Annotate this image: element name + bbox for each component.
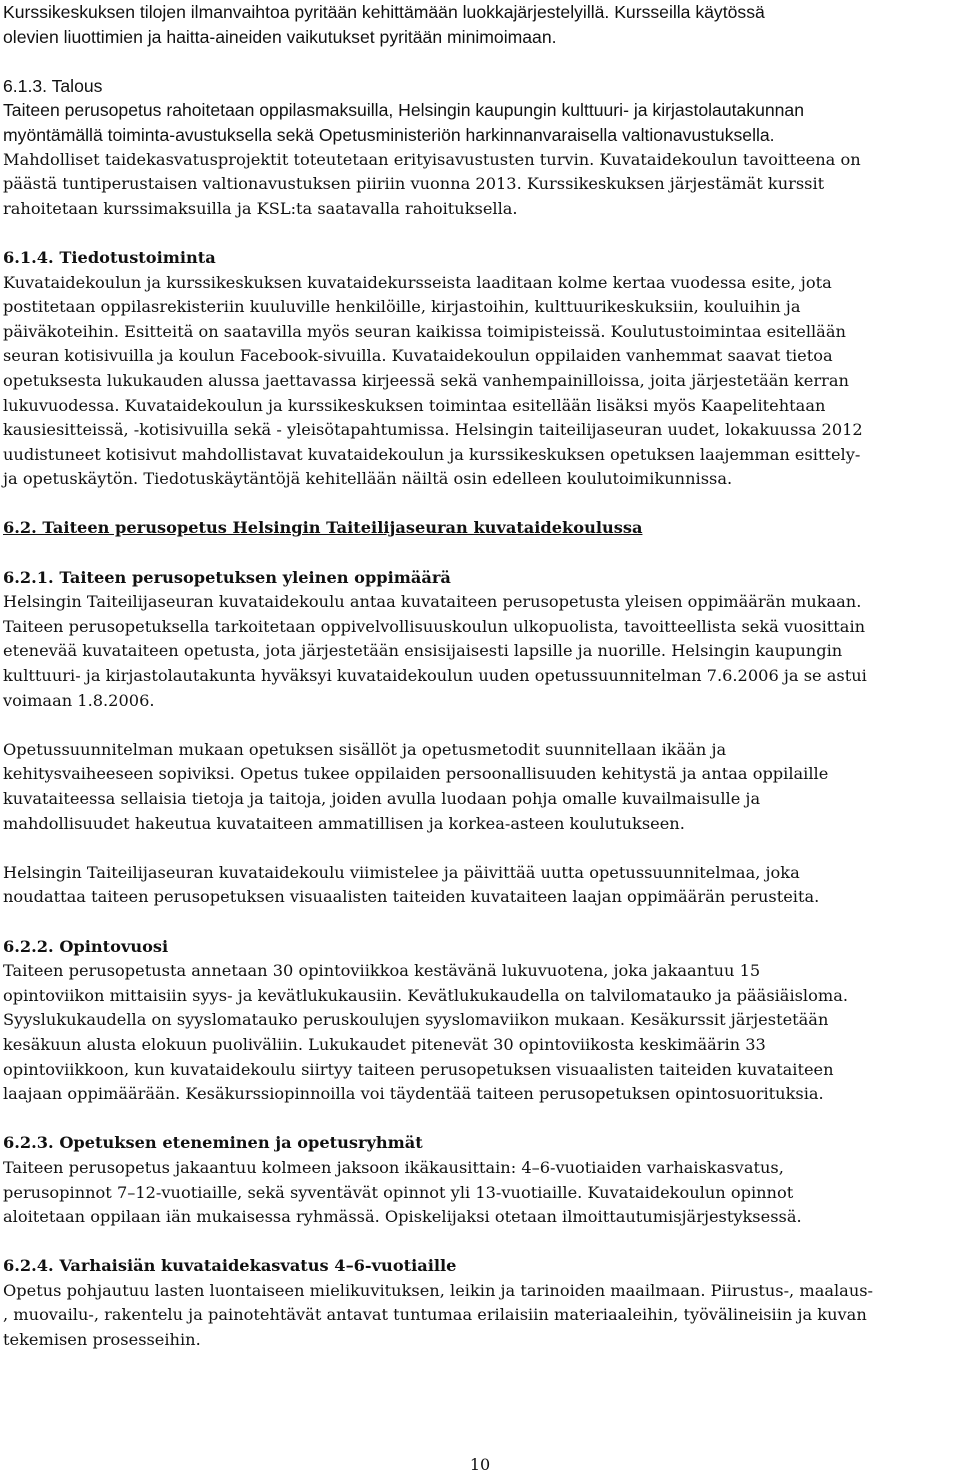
paragraph-gap	[3, 713, 957, 738]
text-line: voimaan 1.8.2006.	[3, 690, 155, 710]
paragraph-gap	[3, 1107, 957, 1132]
text-line: lukuvuodessa. Kuvataidekoulun ja kurssikeskuksen toimintaa esitellään lisäksi myös Kaapelitehtaan	[3, 395, 826, 415]
text-line: Taiteen perusopetuksella tarkoitetaan oppivelvollisuuskoulun ulkopuolista, tavoitteellista sekä vuosittain	[3, 616, 866, 636]
text-line: Mahdolliset taidekasvatusprojektit toteutetaan erityisavustusten turvin. Kuvataidekoulun tavoitteena on	[3, 149, 861, 169]
section-heading: 6.2.1. Taiteen perusopetuksen yleinen oppimäärä	[3, 567, 451, 587]
text-line: Kuvataidekoulun ja kurssikeskuksen kuvataidekursseista laaditaan kolme kertaa vuodessa esite, jota	[3, 272, 832, 292]
paragraph	[3, 516, 957, 541]
text-line: mahdollisuudet hakeutua kuvataiteen ammatillisen ja korkea-asteen koulutukseen.	[3, 813, 685, 833]
text-line: 6.1.3. Talous	[3, 75, 103, 96]
section-heading: 6.2. Taiteen perusopetus Helsingin Taiteilijaseuran kuvataidekoulussa	[3, 518, 643, 538]
text-line: kehitysvaiheeseen sopiviksi. Opetus tukee oppilaiden persoonallisuuden kehitystä ja antaa oppilaille	[3, 764, 829, 784]
text-line: kulttuuri- ja kirjastolautakunta hyväksyi kuvataidekoulun uuden opetussuunnitelman 7.6.2006 ja se astui	[3, 666, 867, 686]
text-line: opetuksesta lukukauden alussa jaettavassa kirjeessä sekä vanhempainilloissa, joita järjestetään kerran	[3, 370, 849, 390]
paragraph	[3, 74, 957, 222]
text-line: Taiteen perusopetus rahoitetaan oppilasmaksuilla, Helsingin kaupungin kulttuuri- ja kirjastolautakunnan	[3, 100, 805, 121]
text-line: päiväkoteihin. Esitteitä on saatavilla myös seuran kaikissa toimipisteissä. Koulutustoimintaa esitellään	[3, 321, 846, 341]
text-line: olevien liuottimien ja haitta-aineiden vaikutukset pyritään minimoimaan.	[3, 26, 557, 47]
paragraph-gap	[3, 49, 957, 74]
paragraph-gap	[3, 910, 957, 935]
paragraph	[3, 738, 957, 836]
text-line: kuvataiteessa sellaisia tietoja ja taitoja, joiden avulla luodaan pohja omalle kuvailmaisulle ja	[3, 789, 761, 808]
text-line: postitetaan oppilasrekisteriin kuuluville henkilöille, kirjastoihin, kulttuurikeskuksiin, kouluihin ja	[3, 297, 801, 317]
text-line: noudattaa taiteen perusopetuksen visuaalisten taiteiden kuvataiteen laajan oppimäärän perusteita.	[3, 887, 820, 907]
text-line: Syyslukukaudella on syyslomatauko peruskoulujen syyslomaviikon mukaan. Kesäkurssit järjestetään	[3, 1010, 829, 1030]
text-line: Taiteen perusopetusta annetaan 30 opintoviikkoa kestävänä lukuvuotena, joka jakaantuu 15	[3, 961, 761, 981]
paragraph-gap	[3, 221, 957, 246]
text-line: , muovailu-, rakentelu ja painotehtävät antavat tuntumaa erilaisiin materiaaleihin, työvälineisiin ja kuvan	[3, 1305, 867, 1325]
text-line: Kurssikeskuksen tilojen ilmanvaihtoa pyritään kehittämään luokkajärjestelyillä. Kursseilla käytössä	[3, 2, 765, 22]
text-line: kesäkuun alusta elokuun puoliväliin. Lukukaudet pitenevät 30 opintoviikosta keskimäärin 33	[3, 1034, 766, 1054]
text-line: Opetus pohjautuu lasten luontaiseen mielikuvituksen, leikin ja tarinoiden maailmaan. Piirustus-, maalaus-	[3, 1280, 874, 1300]
paragraph-gap	[3, 836, 957, 861]
section-heading: 6.2.2. Opintovuosi	[3, 936, 169, 956]
text-line: aloitetaan oppilaan iän mukaisessa ryhmässä. Opiskelijaksi otetaan ilmoittautumisjärjestyksessä.	[3, 1207, 802, 1227]
section-heading: 6.1.4. Tiedotustoiminta	[3, 247, 216, 267]
paragraph	[3, 246, 957, 492]
text-line: Opetussuunnitelman mukaan opetuksen sisällöt ja opetusmetodit suunnitellaan ikään ja	[3, 739, 727, 759]
paragraph	[3, 861, 957, 910]
text-line: Helsingin Taiteilijaseuran kuvataidekoulu viimistelee ja päivittää uutta opetussuunnitelmaa, joka	[3, 862, 800, 882]
section-heading: 6.2.3. Opetuksen eteneminen ja opetusryhmät	[3, 1133, 423, 1153]
text-line: kausiesitteissä, -kotisivuilla sekä - yleisötapahtumissa. Helsingin taiteilijaseuran uudet, lokakuussa 2012	[3, 420, 863, 440]
text-line: opintoviikkoon, kun kuvataidekoulu siirtyy taiteen perusopetuksen visuaalisten taiteiden kuvataiteen	[3, 1059, 834, 1079]
paragraph-gap	[3, 1230, 957, 1255]
section-heading: 6.2.4. Varhaisiän kuvataidekasvatus 4–6-vuotiaille	[3, 1256, 457, 1276]
paragraph	[3, 0, 957, 49]
document-body	[3, 0, 957, 1353]
text-line: opintoviikon mittaisiin syys- ja kevätlukukausiin. Kevätlukukaudella on talvilomatauko ja pääsiäisloma.	[3, 985, 849, 1005]
paragraph	[3, 1131, 957, 1229]
text-line: päästä tuntiperustaisen valtionavustuksen piiriin vuonna 2013. Kurssikeskuksen järjestämät kurssit	[3, 174, 825, 194]
text-line: myöntämällä toiminta-avustuksella sekä Opetusministeriön harkinnanvaraisella valtionavustuksella.	[3, 124, 775, 145]
text-line: perusopinnot 7–12-vuotiaille, sekä syventävät opinnot yli 13-vuotiaille. Kuvataidekoulun opinnot	[3, 1182, 794, 1202]
page-number: 10	[469, 1455, 491, 1474]
text-line: Helsingin Taiteilijaseuran kuvataidekoulu antaa kuvataiteen perusopetusta yleisen oppimäärän mukaan.	[3, 592, 862, 612]
text-line: etenevää kuvataiteen opetusta, jota järjestetään ensisijaisesti lapsille ja nuorille. Helsingin kaupungin	[3, 641, 843, 661]
paragraph-gap	[3, 492, 957, 517]
text-line: seuran kotisivuilla ja koulun Facebook-sivuilla. Kuvataidekoulun oppilaiden vanhemmat saavat tietoa	[3, 346, 833, 366]
paragraph	[3, 1254, 957, 1352]
text-line: laajaan oppimäärään. Kesäkurssiopinnoilla voi täydentää taiteen perusopetuksen opintosuorituksia.	[3, 1084, 824, 1104]
paragraph-gap	[3, 541, 957, 566]
paragraph	[3, 935, 957, 1107]
text-line: tekemisen prosesseihin.	[3, 1330, 201, 1350]
text-line: ja opetuskäytön. Tiedotuskäytäntöjä kehitellään näiltä osin edelleen koulutoimikunnissa.	[3, 469, 733, 489]
text-line: Taiteen perusopetus jakaantuu kolmeen jaksoon ikäkausittain: 4–6-vuotiaiden varhaiskasvatus,	[3, 1157, 784, 1177]
text-line: uudistuneet kotisivut mahdollistavat kuvataidekoulun ja kurssikeskuksen opetuksen laajemman esittely-	[3, 444, 861, 464]
paragraph	[3, 566, 957, 714]
text-line: rahoitetaan kurssimaksuilla ja KSL:ta saatavalla rahoituksella.	[3, 198, 518, 218]
